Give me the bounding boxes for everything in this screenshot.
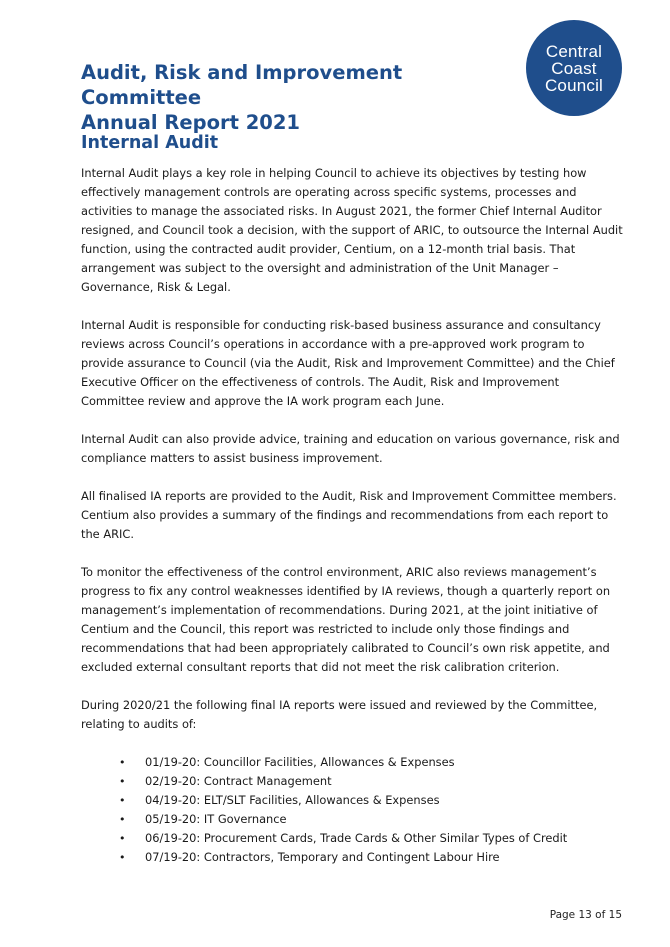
section-body — [81, 164, 623, 867]
logo-text-line3: Council — [544, 75, 604, 95]
list-item — [119, 848, 623, 867]
document-title-line1: Audit, Risk and Improvement Committee — [81, 61, 403, 109]
list-item-text: 05/19-20: IT Governance — [145, 812, 287, 826]
bullet-icon: • — [119, 832, 126, 845]
section-heading: Internal Audit — [81, 133, 219, 153]
list-item — [119, 829, 623, 848]
list-item-text: 02/19-20: Contract Management — [145, 774, 332, 788]
list-item — [119, 772, 623, 791]
bullet-icon: • — [119, 851, 126, 864]
bullet-icon: • — [119, 794, 126, 807]
list-item-text: 04/19-20: ELT/SLT Facilities, Allowances & Expenses — [145, 793, 440, 807]
document-title-line2: Annual Report 2021 — [81, 111, 300, 134]
logo-text-line2: Coast — [551, 58, 597, 78]
list-item-text: 07/19-20: Contractors, Temporary and Contingent Labour Hire — [145, 850, 500, 864]
bullet-icon: • — [119, 775, 126, 788]
paragraph-monitoring: To monitor the effectiveness of the control environment, ARIC also reviews management’s progress to fix any control weaknesses identified by IA reviews, though a quarterly report on management’s implementation of recommendations. During 2021, at the joint initiative of Centium and the Council, this report was restricted to include only those findings and recommendations that had been appropriately calibrated to Council’s own risk appetite, and excluded external consultant reports that did not meet the risk calibration criterion. — [81, 565, 611, 674]
paragraph-list-intro: During 2020/21 the following final IA reports were issued and reviewed by the Committee, relating to audits of: — [81, 698, 598, 731]
bullet-icon: • — [119, 813, 126, 826]
ia-reports-list — [81, 753, 623, 867]
paragraph-responsibility: Internal Audit is responsible for conducting risk-based business assurance and consultancy reviews across Council’s operations in accordance with a pre-approved work program to provide assurance to Council (via the Audit, Risk and Improvement Committee) and the Chief Executive Officer on the effectiveness of controls. The Audit, Risk and Improvement Committee review and approve the IA work program each June. — [81, 318, 615, 408]
paragraph-reports: All finalised IA reports are provided to the Audit, Risk and Improvement Committee members. Centium also provides a summary of the findings and recommendations from each report to the ARIC. — [81, 489, 617, 541]
paragraph-advice: Internal Audit can also provide advice, training and education on various governance, risk and compliance matters to assist business improvement. — [81, 432, 620, 465]
list-item — [119, 791, 623, 810]
list-item — [119, 810, 623, 829]
document-title — [81, 60, 501, 135]
central-coast-council-logo — [526, 20, 622, 116]
paragraph-role: Internal Audit plays a key role in helping Council to achieve its objectives by testing how effectively management controls are operating across specific systems, processes and activities to manage the associated risks. In August 2021, the former Chief Internal Auditor resigned, and Council took a decision, with the support of ARIC, to outsource the Internal Audit function, using the contracted audit provider, Centium, on a 12-month trial basis. That arrangement was subject to the oversight and administration of the Unit Manager – Governance, Risk & Legal. — [81, 166, 623, 294]
list-item-text: 01/19-20: Councillor Facilities, Allowances & Expenses — [145, 755, 455, 769]
bullet-icon: • — [119, 756, 126, 769]
page-number: Page 13 of 15 — [549, 909, 622, 921]
list-item-text: 06/19-20: Procurement Cards, Trade Cards & Other Similar Types of Credit — [145, 831, 568, 845]
logo-text-line1: Central — [545, 41, 603, 61]
list-item — [119, 753, 623, 772]
